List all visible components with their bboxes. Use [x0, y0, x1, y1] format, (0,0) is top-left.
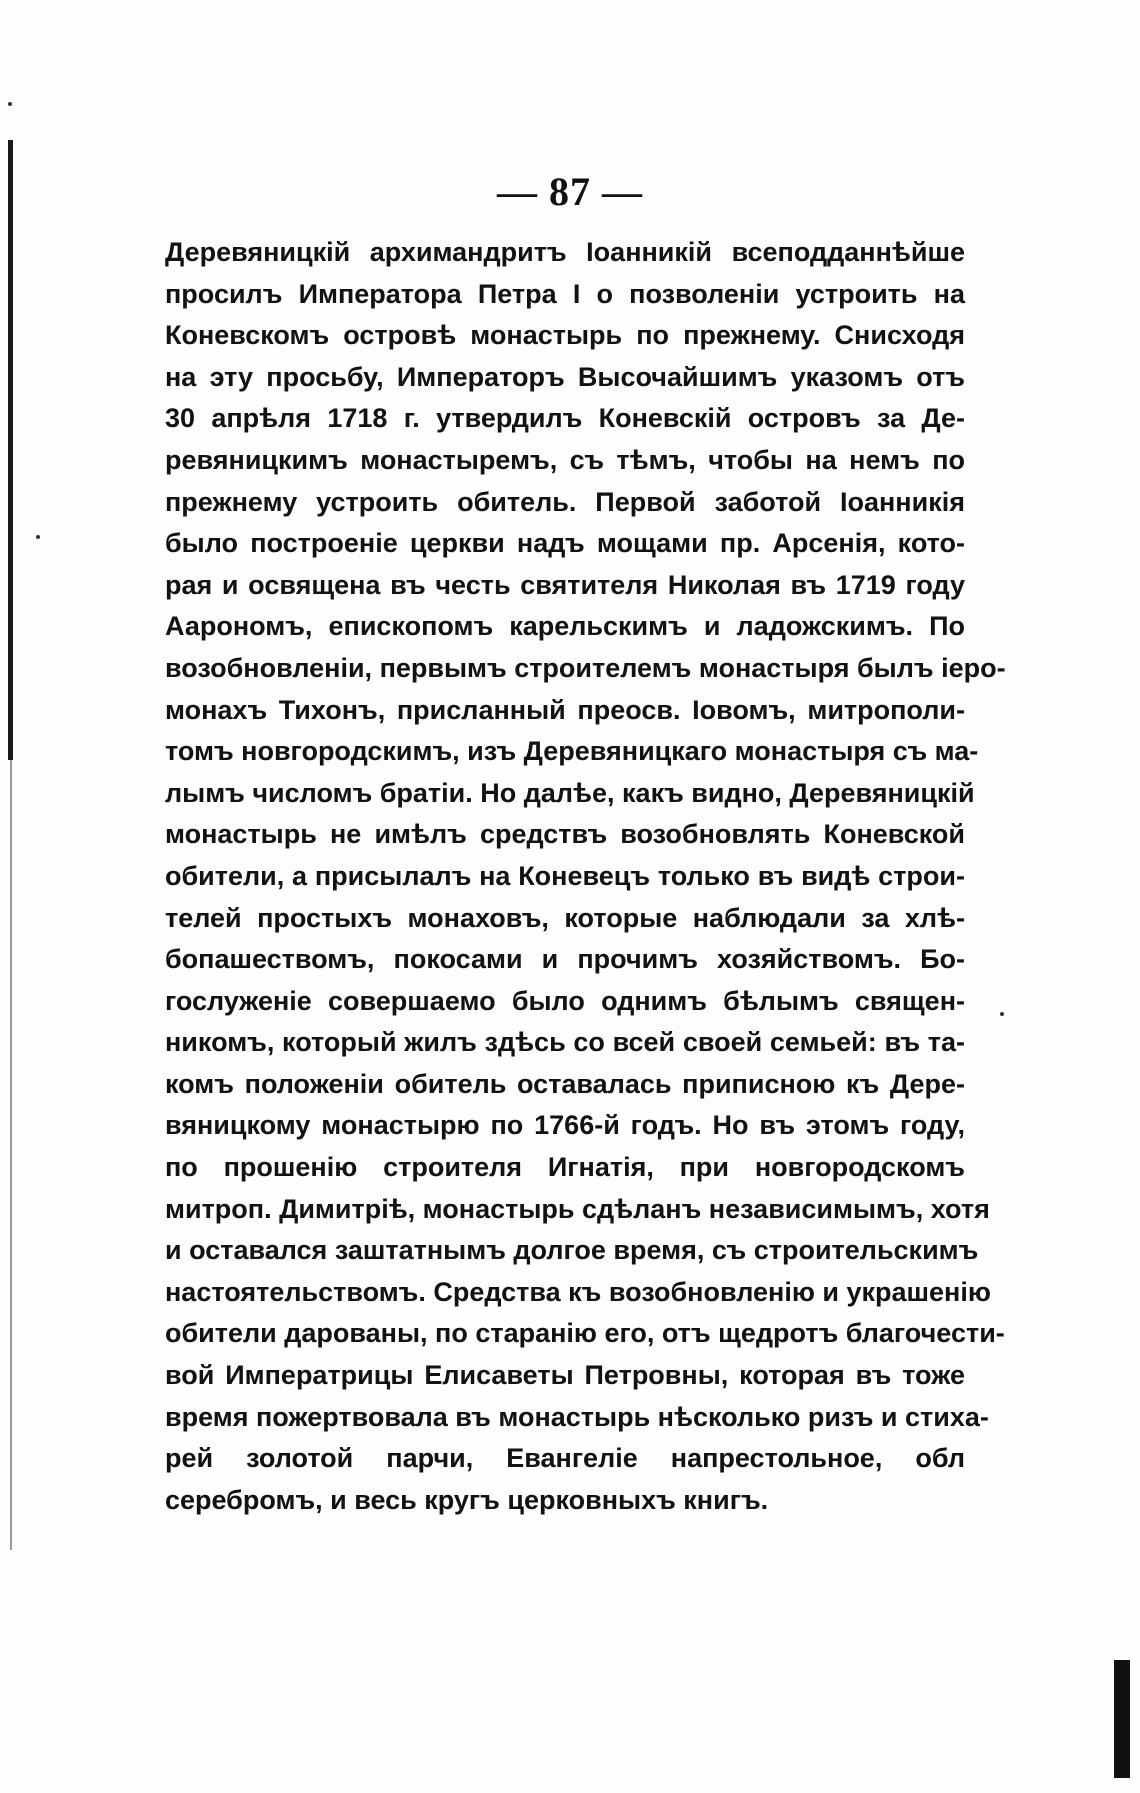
page-number: — 87 —	[497, 169, 643, 214]
scan-speck	[8, 102, 12, 106]
text-line: бопашествомъ, покосами и прочимъ хозяйствомъ. Бо-	[165, 944, 965, 975]
text-line: прежнему устроить обитель. Первой заботой Іоанникія	[165, 486, 965, 517]
text-line: время пожертвовала въ монастырь нѣсколько ризъ и стиха-	[165, 1401, 989, 1432]
text-line: вяницкому монастырю по 1766-й годъ. Но въ этомъ году,	[165, 1110, 965, 1141]
text-line: рая и освящена въ честь святителя Николая въ 1719 году	[165, 569, 965, 600]
text-line: по прошенію строителя Игнатія, при новгородскомъ	[165, 1152, 965, 1183]
text-line: монахъ Тихонъ, присланный преосв. Іовомъ, митрополи-	[165, 694, 965, 725]
text-line: возобновленіи, первымъ строителемъ монастыря былъ іеро-	[165, 652, 1006, 683]
text-line: было построеніе церкви надъ мощами пр. Арсенія, кото-	[165, 528, 965, 559]
text-line: на эту просьбу, Императоръ Высочайшимъ указомъ отъ	[165, 361, 965, 392]
text-line: телей простыхъ монаховъ, которые наблюдали за хлѣ-	[165, 902, 965, 933]
text-line: обители дарованы, по старанію его, отъ щедротъ благочести-	[165, 1318, 1005, 1349]
text-line: обители, а присылалъ на Коневецъ только въ видѣ строи-	[165, 860, 965, 891]
text-line: митроп. Димитріѣ, монастырь сдѣланъ независимымъ, хотя	[165, 1193, 990, 1224]
scan-speck	[1000, 1012, 1004, 1016]
scan-artifact-bar	[1114, 1660, 1130, 1778]
text-line: монастырь не имѣлъ средствъ возобновлять Коневской	[165, 819, 965, 850]
text-line: рей золотой парчи, Евангеліе напрестольное, обл	[165, 1443, 965, 1474]
text-line: просилъ Императора Петра I о позволеніи устроить на	[165, 278, 965, 309]
text-line: вой Императрицы Елисаветы Петровны, которая въ тоже	[165, 1360, 965, 1391]
scan-speck	[36, 535, 40, 539]
text-line: лымъ числомъ братіи. Но далѣе, какъ видно, Деревяницкій	[165, 777, 975, 808]
text-line: серебромъ, и весь кругъ церковныхъ книгъ.	[165, 1484, 769, 1515]
text-line: и оставался заштатнымъ долгое время, съ строительскимъ	[165, 1235, 979, 1266]
text-line: гослуженіе совершаемо было однимъ бѣлымъ священ-	[165, 985, 965, 1016]
text-line: ревяницкимъ монастыремъ, съ тѣмъ, чтобы на немъ по	[165, 444, 965, 475]
body-text	[165, 232, 1006, 1521]
scan-edge-line	[10, 760, 12, 1550]
text-line: Коневскомъ островѣ монастырь по прежнему. Снисходя	[165, 320, 965, 351]
text-line: никомъ, который жилъ здѣсь со всей своей семьей: въ та-	[165, 1027, 965, 1058]
text-line: томъ новгородскимъ, изъ Деревяницкаго монастыря съ ма-	[165, 736, 979, 767]
text-line: комъ положеніи обитель оставалась приписною къ Дере-	[165, 1068, 965, 1099]
text-line: 30 апрѣля 1718 г. утвердилъ Коневскій островъ за Де-	[165, 403, 965, 434]
text-line: настоятельствомъ. Средства къ возобновленію и украшенію	[165, 1276, 991, 1307]
text-line: Деревяницкій архимандритъ Іоанникій всеподданнѣйше	[165, 237, 965, 267]
text-line: Аарономъ, епископомъ карельскимъ и ладожскимъ. По	[165, 611, 965, 642]
scan-edge-shadow	[8, 140, 13, 760]
